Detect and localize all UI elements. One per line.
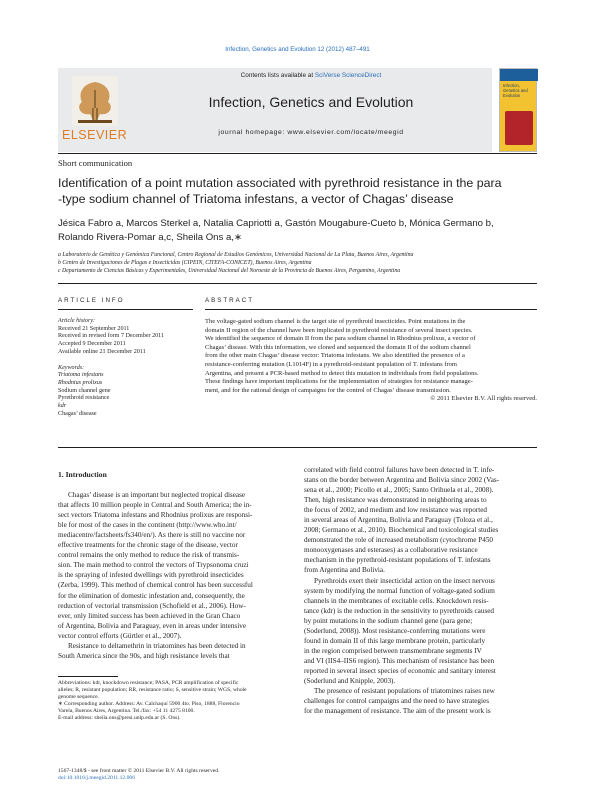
body-line: Chagas’ disease is an important but neglected tropical disease — [68, 491, 246, 500]
body-line: that affects 10 million people in Central and South America; the in- — [58, 501, 252, 510]
section-type: Short communication — [58, 158, 133, 168]
article-info — [58, 318, 193, 418]
body-line: mediacentre/factsheets/fs340/en/). As there is still no vaccine nor — [58, 531, 246, 540]
body-right-column — [304, 465, 537, 716]
history-item: Accepted 9 December 2011 — [58, 341, 126, 348]
body-line: from Argentina and Bolivia. — [304, 566, 385, 575]
body-line: in several areas of Argentina, Bolivia and Paraguay (Toloza et al., — [304, 516, 493, 525]
cover-title: Infection, Genetics and Evolution — [503, 83, 528, 98]
abstract-line: Chagas’ disease. With this information, we cloned and sequenced the domain II of the sodium channel — [205, 343, 471, 351]
body-line: vector control efforts (Gürtler et al., 2007). — [58, 631, 182, 640]
body-line: sena et al., 2000; Picollo et al., 2005; Santo Orihuela et al., 2008). — [304, 486, 494, 495]
citation-line[interactable]: Infection, Genetics and Evolution 12 (2012) 487–491 — [225, 46, 370, 53]
affiliation-rule — [58, 283, 537, 284]
keyword: Rhodnius prolixus — [58, 379, 103, 386]
abstract-line: Argentina, and present a PCR-based method to detect this mutation in individuals from field populations. — [205, 369, 479, 377]
body-line: ever, only limited success has been achieved in the Gran Chaco — [58, 611, 241, 620]
body-line: of Argentina, Bolivia and Paraguay, even in areas under intensive — [58, 621, 247, 630]
abstract-copyright: © 2011 Elsevier B.V. All rights reserved. — [430, 395, 537, 403]
author-list — [58, 217, 537, 244]
affiliation-b: b Centro de Investigaciones de Plagas e Insecticidas (CIPEIN, CITEFA-CONICET), Buenos Aires, Argentina — [58, 260, 312, 266]
abstract-line: We identified the sequence of domain II from the para sodium channel in Rhodnius prolixus, a vector of — [205, 335, 476, 343]
history-label: Article history: — [58, 318, 96, 324]
footnote-line: alleles; R, resistant population; RR, resistance ratio; S, sensitive strain; WGS, whole — [58, 687, 247, 694]
elsevier-logo[interactable] — [58, 68, 130, 152]
body-line: by point mutations in the sodium channel gene (para gene; — [304, 616, 473, 625]
body-line: for the management of resistance. The aim of the present work is — [304, 707, 491, 716]
history-item: Received 21 September 2011 — [58, 325, 130, 332]
body-line: sect vectors Triatoma infestans and Rhodnius prolixus are responsi- — [58, 511, 253, 520]
email-line[interactable]: E-mail address: sheila.ons@presi.unlp.edu.ar (S. Ons). — [58, 715, 181, 722]
body-line: ble for most of the cases in the continent (http://www.who.int/ — [58, 521, 237, 530]
footnote-line: Abbreviations: kdr, knockdown resistance; PASA, PCR amplification of specific — [58, 680, 239, 686]
title-line-1: Identification of a point mutation associated with pyrethroid resistance in the para — [58, 176, 502, 190]
body-line: (Soderlund, 2008)). Most resistance-conferring mutations were — [304, 626, 486, 635]
footnotes — [58, 680, 291, 723]
body-left-column — [58, 470, 291, 661]
body-line: system by modifying the normal function of voltage-gated sodium — [304, 586, 495, 595]
body-line: Then, high resistance was demonstrated in neighboring areas to — [304, 496, 487, 505]
body-line: sion. The main method to control the vectors of Trypsonoma cruzi — [58, 561, 249, 570]
body-line: stans on the border between Argentina and Bolivia since 2002 (Vas- — [304, 476, 500, 485]
body-line: found in domain II of this large membrane protein, particularly — [304, 636, 486, 645]
article-title — [58, 175, 537, 207]
keyword: Chagas’ disease — [58, 410, 97, 417]
footnote-line: genome sequence. — [58, 694, 100, 701]
abstract-line: The voltage-gated sodium channel is the target site of pyrethroid insecticides. Point mutations in the — [205, 318, 466, 325]
body-line: effective treatments for the chronic stage of the disease, vector — [58, 541, 238, 550]
abstract-heading: ABSTRACT — [205, 297, 255, 304]
article-info-heading: ARTICLE INFO — [58, 297, 125, 304]
journal-homepage[interactable]: journal homepage: www.elsevier.com/locate/meegid — [218, 129, 404, 136]
issn-line: 1567-1348/$ - see front matter © 2011 Elsevier B.V. All rights reserved. — [58, 768, 220, 774]
abstract-body — [205, 318, 537, 404]
footnote-rule — [58, 676, 118, 677]
intro-heading: 1. Introduction — [58, 470, 107, 479]
body-line: challenges for control campaigns and the need to have strategies — [304, 697, 490, 706]
keyword: Pyrethroid resistance — [58, 395, 110, 402]
keyword: Triatoma infestans — [58, 372, 104, 379]
body-line: reported in several insect species of economic and sanitary interest — [304, 666, 496, 675]
body-line: in the region comprised between transmembrane segments IV — [304, 646, 482, 655]
history-item: Available online 21 December 2011 — [58, 348, 146, 355]
body-line: control remains the only method to reduce the risk of transmis- — [58, 551, 240, 560]
body-line: and VI (IIS4–IIS6 region). This mechanism of resistance has been — [304, 656, 495, 665]
elsevier-tree-icon — [72, 76, 118, 126]
footnote-line: ∗ Corresponding author. Address: Av. Calchaquí 5900 4to. Piso, 1888, Florencio — [58, 701, 240, 708]
authors-line-1: Jésica Fabro a, Marcos Sterkel a, Natalia Capriotti a, Gastón Mougabure-Cueto b, Mónica Germano b, — [58, 218, 494, 229]
header-rule — [58, 153, 537, 154]
body-line: monooxygenases and esterases) as a collaborative resistance — [304, 546, 478, 555]
abstract-line: These findings have important implications for the implementation of strategies for resistance manage- — [205, 378, 473, 386]
publisher-wordmark: ELSEVIER — [62, 128, 128, 142]
body-line: The presence of resistant populations of triatomines raises new — [314, 687, 495, 696]
abstract-line: ment, and for the rational design of campaigns for the control of Chagas’ disease transmission. — [205, 386, 451, 394]
footnote-line: Varela, Buenos Aires, Argentina. Tel./fax: +54 11 4275 8100. — [58, 708, 195, 715]
page-footer — [58, 768, 219, 782]
cover-band — [500, 69, 538, 81]
body-line: (Soderlund and Knipple, 2003). — [304, 676, 396, 685]
authors-line-2: Rolando Rivera-Pomar a,c, Sheila Ons a,∗ — [58, 231, 243, 243]
body-line: for the elimination of domestic infestation and, consequently, the — [58, 591, 245, 600]
keyword: Sodium channel gene — [58, 387, 111, 394]
body-line: correlated with field control failures have been detected in T. infe- — [304, 466, 495, 474]
info-rule — [58, 309, 193, 310]
body-line: South America since the 90s, and high resistance levels that — [58, 651, 230, 660]
body-line: Pyrethroids exert their insecticidal action on the insect nervous — [314, 576, 495, 585]
doi-link[interactable]: doi:10.1016/j.meegid.2011.12.006 — [58, 775, 136, 781]
body-line: Resistance to deltamethrin in triatomines has been detected in — [68, 641, 246, 650]
title-line-2: -type sodium channel of Triatoma infestans, a vector of Chagas’ disease — [58, 192, 454, 206]
body-line: reduction of vectorial transmission (Schofield et al., 2006). How- — [58, 601, 246, 610]
body-line: 2008; Germano et al., 2010). Biochemical and toxicological studies — [304, 526, 499, 535]
body-line: (Zerba, 1999). This method of chemical control has been successful — [58, 581, 253, 590]
body-line: channels in the membranes of excitable cells. Knockdown resis- — [304, 596, 489, 605]
body-line: tance (kdr) is the reduction in the sensitivity to pyrethroids caused — [304, 606, 495, 615]
abstract-line: from the other main Chagas’ disease vector: Triatoma infestans. We also identified the presence of a — [205, 352, 465, 360]
abstract-line: domain II region of the channel have been implicated in pyrethroid resistance of several insect species. — [205, 326, 473, 334]
abstract-rule — [205, 309, 537, 310]
sciencedirect-link[interactable]: SciVerse ScienceDirect — [314, 72, 382, 79]
journal-title: Infection, Genetics and Evolution — [208, 94, 414, 110]
affiliation-c: c Departamento de Ciencias Básicas y Experimentales, Universidad Nacional del Noroeste de la Provincia de Buenos Aires, Pergamino, Argentina — [58, 268, 401, 274]
body-line: demonstrated the role of increased metabolism (cytochrome P450 — [304, 536, 494, 545]
history-item: Received in revised form 7 December 2011 — [58, 333, 165, 340]
journal-cover-thumbnail[interactable] — [499, 68, 537, 152]
keyword: kdr — [58, 403, 67, 410]
cover-image — [505, 111, 533, 145]
body-line: mechanism in the pyrethroid-resistant populations of T. infestans — [304, 556, 491, 565]
abstract-bottom-rule — [58, 447, 537, 448]
contents-line: Contents lists available at SciVerse ScienceDirect — [240, 72, 382, 79]
body-line: the focus of 2002, and medium and low resistance was reported — [304, 506, 488, 515]
affiliation-a: a Laboratorio de Genética y Genómica Funcional, Centro Regional de Estudios Genómicos, Universidad Nacional de La Plata, Buenos Aires, Argentina — [58, 252, 414, 258]
keywords-label: Keywords: — [58, 364, 85, 371]
body-line: is the spraying of infested dwellings with pyrethroid insecticides — [58, 571, 244, 580]
abstract-line: resistance-conferring mutation (L1014F) in a pyrethroid-resistant population of T. infestans from — [205, 360, 457, 368]
